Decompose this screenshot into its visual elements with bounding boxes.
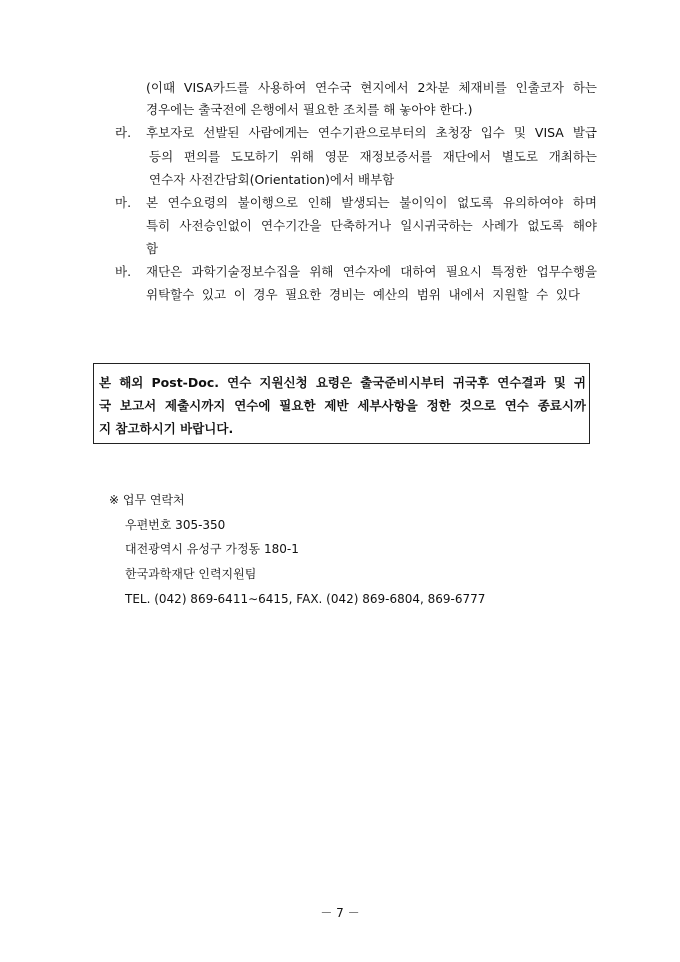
item-ma-line-2: 특히 사전승인없이 연수기간을 단축하거나 일시귀국하는 사례가 없도록 해야 <box>146 218 597 233</box>
item-ma-line-1: 본 연수요령의 불이행으로 인해 발생되는 불이익이 없도록 유의하여야 하며 <box>146 195 597 210</box>
contact-organization: 한국과학재단 인력지원팀 <box>125 567 257 581</box>
item-ma-line-3: 함 <box>146 241 159 256</box>
item-ba-marker: 바. <box>115 264 132 279</box>
page-number: － 7 － <box>320 906 360 920</box>
item-ma-marker: 마. <box>115 195 132 210</box>
notice-line-1: 본 해외 Post-Doc. 연수 지원신청 요령은 출국준비시부터 귀국후 연수결과 및 귀 <box>99 375 586 390</box>
notice-line-3: 지 참고하시기 바랍니다. <box>99 421 234 436</box>
item-ra-line-1: 후보자로 선발된 사람에게는 연수기관으로부터의 초청장 입수 및 VISA 발급 <box>146 125 597 140</box>
item-ba-line-2: 위탁할수 있고 이 경우 필요한 경비는 예산의 범위 내에서 지원할 수 있다 <box>146 287 580 302</box>
contact-address: 대전광역시 유성구 가정동 180-1 <box>125 542 299 556</box>
note-visa-line-2: 경우에는 출국전에 은행에서 필요한 조치를 해 놓아야 한다.) <box>146 102 473 117</box>
contact-phone-fax: TEL. (042) 869-6411∼6415, FAX. (042) 869-6804, 869-6777 <box>125 592 486 606</box>
contact-heading: ※ 업무 연락처 <box>109 493 185 507</box>
item-ra-marker: 라. <box>115 125 132 140</box>
item-ra-line-2: 등의 편의를 도모하기 위해 영문 재정보증서를 재단에서 별도로 개최하는 <box>149 149 597 164</box>
notice-box <box>93 363 590 444</box>
note-visa-line-1: (이때 VISA카드를 사용하여 연수국 현지에서 2차분 체재비를 인출코자 하는 <box>146 80 597 95</box>
notice-line-2: 국 보고서 제출시까지 연수에 필요한 제반 세부사항을 정한 것으로 연수 종료시까 <box>99 398 586 413</box>
item-ra-line-3: 연수자 사전간담회(Orientation)에서 배부함 <box>149 172 395 187</box>
item-ba-line-1: 재단은 과학기술정보수집을 위해 연수자에 대하여 필요시 특정한 업무수행을 <box>146 264 597 279</box>
contact-postal-code: 우편번호 305-350 <box>125 518 226 532</box>
